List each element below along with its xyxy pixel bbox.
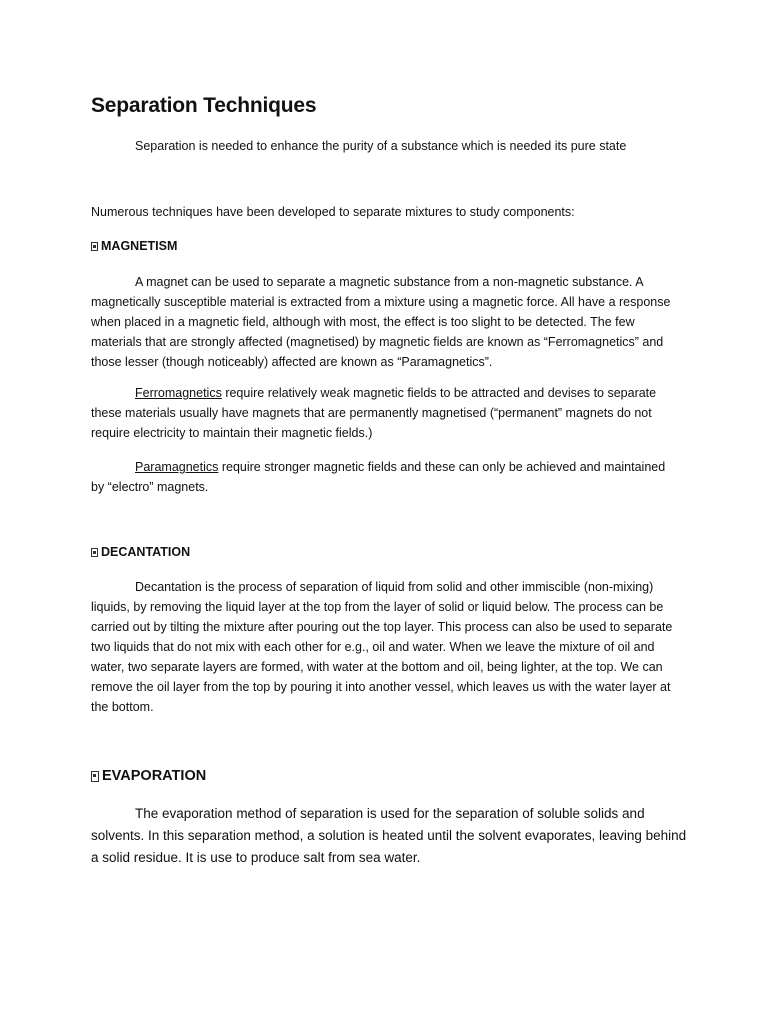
bullet-icon	[91, 242, 98, 251]
ferromagnetics-text: require relatively weak magnetic fields to be attracted and devises to separate these materials usually have magnets that are permanently magnetised (“permanent” magnets do not require electricity to maintain their magnetic fields.)	[91, 386, 657, 440]
evaporation-heading	[91, 768, 206, 784]
paramagnetics-text: require stronger magnetic fields and these can only be achieved and maintained by “electro” magnets.	[91, 460, 666, 494]
decantation-paragraph: Decantation is the process of separation of liquid from solid and other immiscible (non-mixing) liquids, by removing the liquid layer at the top from the layer of solid or liquid below. The process can be carried out by tilting the mixture after pouring out the top layer. This process can also be used to separate two liquids that do not mix with each other for e.g., oil and water. When we leave the mixture of oil and water, two separate layers are formed, with water at the bottom and oil, being lighter, at the top. We can remove the oil layer from the top by pouring it into another vessel, which leaves us with the water layer at the bottom.	[91, 580, 673, 714]
decantation-heading-label: DECANTATION	[101, 545, 191, 559]
evaporation-paragraph: The evaporation method of separation is used for the separation of soluble solids and solvents. In this separation method, a solution is heated until the solvent evaporates, leaving behind a solid residue. It is use to produce salt from sea water.	[91, 806, 687, 865]
magnetism-heading-label: MAGNETISM	[101, 239, 178, 253]
paramagnetics-term: Paramagnetics	[135, 460, 219, 474]
intro-text: Numerous techniques have been developed to separate mixtures to study components:	[91, 205, 575, 219]
bullet-icon	[91, 771, 99, 782]
ferromagnetics-term: Ferromagnetics	[135, 386, 222, 400]
magnetism-heading	[91, 239, 177, 253]
paramagnetics-paragraph	[91, 457, 681, 497]
page-title: Separation Techniques	[91, 94, 317, 117]
evaporation-heading-label: EVAPORATION	[102, 768, 207, 784]
bullet-icon	[91, 548, 98, 557]
ferromagnetics-paragraph	[91, 383, 681, 443]
decantation-heading	[91, 545, 190, 559]
magnetism-paragraph: A magnet can be used to separate a magnetic substance from a non-magnetic substance. A magnetically susceptible material is extracted from a mixture using a magnetic force. All have a response when placed in a magnetic field, although with most, the effect is too slight to be detected. The few materials that are strongly affected (magnetised) by magnetic fields are known as “Ferromagnetics” and those lesser (though noticeably) affected are known as “Paramagnetics”.	[91, 275, 671, 369]
subtitle-text: Separation is needed to enhance the purity of a substance which is needed its pure state	[135, 139, 627, 153]
